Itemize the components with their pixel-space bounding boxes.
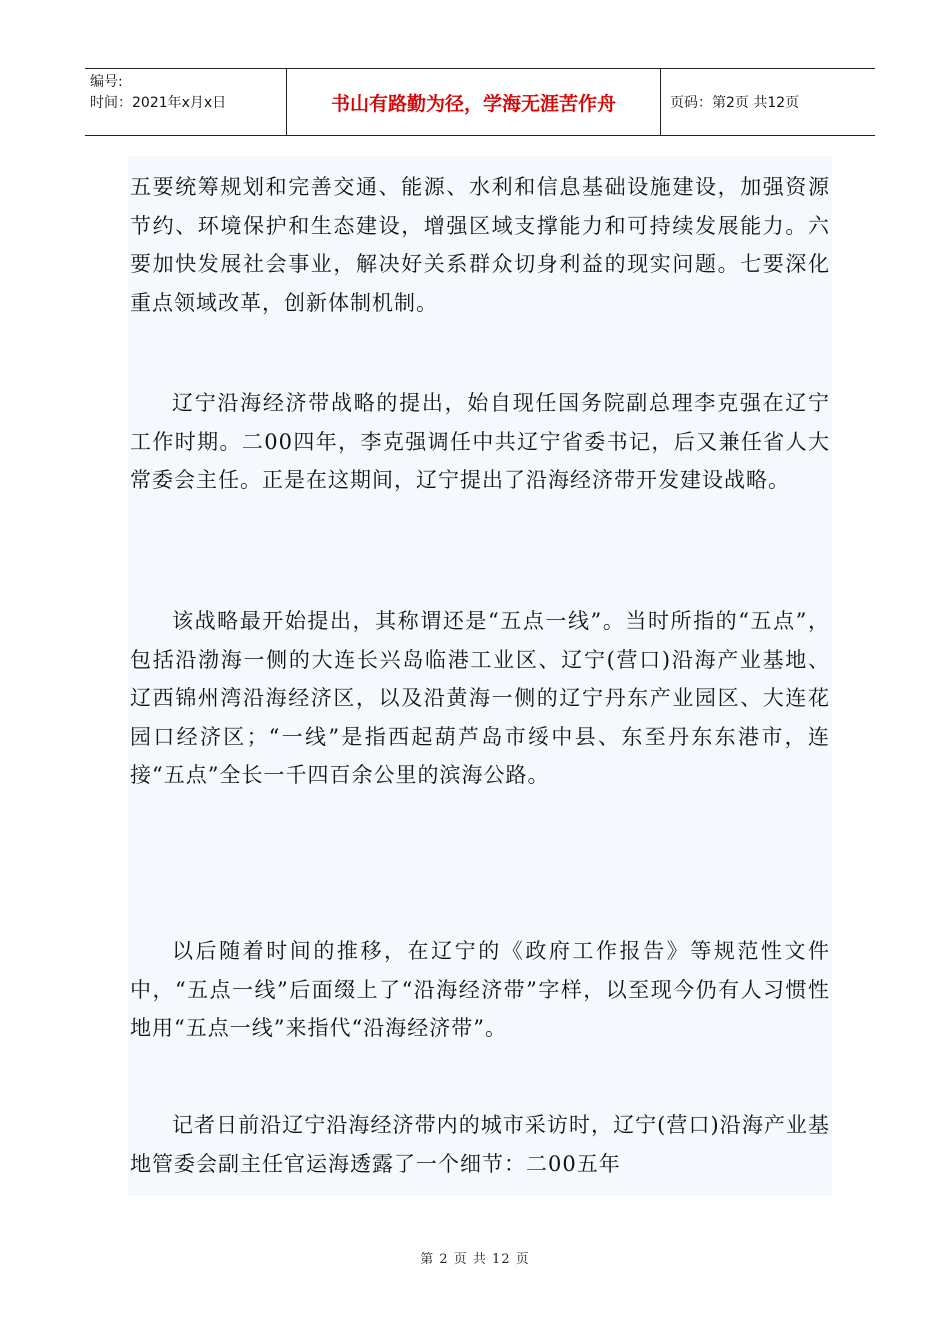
- header-page-label: 页码：第2页 共12页: [670, 95, 800, 111]
- header-slogan: 书山有路勤为径，学海无涯苦作舟: [287, 69, 661, 135]
- header-time-label: 时间：2021年x月x日: [90, 95, 227, 111]
- paragraph-1: 五要统筹规划和完善交通、能源、水利和信息基础设施建设，加强资源节约、环境保护和生态建设，增强区域支撑能力和可持续发展能力。六要加快发展社会事业，解决好关系群众切身利益的现实问题。七要深化重点领域改革，创新体制机制。: [130, 175, 830, 315]
- page-header: [85, 68, 875, 136]
- header-number-label: 编号:: [90, 74, 123, 90]
- page-footer: 第 2 页 共 12 页: [420, 1252, 530, 1267]
- paragraph-5: 记者日前沿辽宁沿海经济带内的城市采访时，辽宁(营口)沿海产业基地管委会副主任官运海透露了一个细节：二00五年: [130, 1113, 830, 1176]
- paragraph-4: 以后随着时间的推移，在辽宁的《政府工作报告》等规范性文件中，“五点一线”后面缀上了“沿海经济带”字样，以至现今仍有人习惯性地用“五点一线”来指代“沿海经济带”。: [130, 939, 830, 1040]
- paragraph-2: 辽宁沿海经济带战略的提出，始自现任国务院副总理李克强在辽宁工作时期。二00四年，李克强调任中共辽宁省委书记，后又兼任省人大常委会主任。正是在这期间，辽宁提出了沿海经济带开发建设战略。: [130, 391, 830, 492]
- header-meta: [85, 69, 287, 135]
- paragraph-3: 该战略最开始提出，其称谓还是“五点一线”。当时所指的“五点”，包括沿渤海一侧的大连长兴岛临港工业区、辽宁(营口)沿海产业基地、辽西锦州湾沿海经济区，以及沿黄海一侧的辽宁丹东产业园区、大连花园口经济区；“一线”是指西起葫芦岛市绥中县、东至丹东东港市，连接“五点”全长一千四百余公里的滨海公路。: [130, 609, 830, 787]
